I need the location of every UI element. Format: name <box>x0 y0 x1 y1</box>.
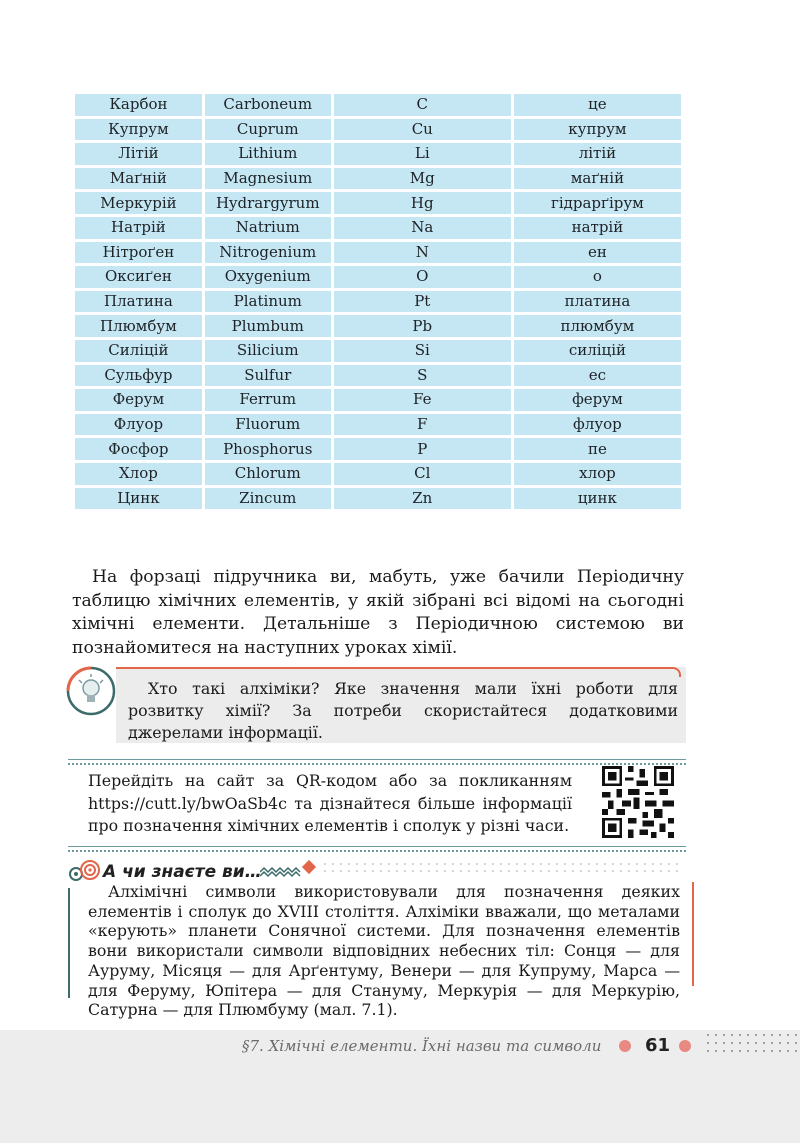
table-cell: Plumbum <box>205 315 331 337</box>
table-cell: Sulfur <box>205 365 331 387</box>
table-cell: Carboneum <box>205 94 331 116</box>
table-cell: Сульфур <box>75 365 202 387</box>
page-dot-left <box>619 1040 631 1052</box>
table-cell: Натрій <box>75 217 202 239</box>
table-cell: N <box>334 242 511 264</box>
table-cell: Купрум <box>75 119 202 141</box>
table-row <box>75 119 681 141</box>
table-cell: маґній <box>514 168 681 190</box>
table-cell: Фосфор <box>75 438 202 460</box>
did-you-know-text: Алхімічні символи використовували для позначення деяких елементів і сполук до XVIII століття. Алхіміки вважали, що металами «керують» планети Сонячної системи. Для позначення елементів вони використали символи відповідних небесних тіл: Сонця — для Ауруму, Місяця — для Арґентуму, Венери — для Купруму, Марса — для Феруму, Юпітера — для Стануму, Меркурія — для Меркурію, Сатурна — для Плюмбуму (мал. 7.1). <box>88 882 680 1020</box>
table-cell: P <box>334 438 511 460</box>
table-cell: O <box>334 266 511 288</box>
divider-top <box>68 759 686 760</box>
divider-bottom <box>68 846 686 847</box>
table-cell: Маґній <box>75 168 202 190</box>
question-text: Хто такі алхіміки? Яке значення мали їхні роботи для розвитку хімії? За потреби скористайтеся додатковими джерелами інформації. <box>128 679 678 742</box>
table-cell: Li <box>334 143 511 165</box>
table-cell: S <box>334 365 511 387</box>
table-row <box>75 217 681 239</box>
table-cell: Fluorum <box>205 414 331 436</box>
table-cell: Cl <box>334 463 511 485</box>
table-row <box>75 488 681 510</box>
table-cell: Цинк <box>75 488 202 510</box>
table-cell: силіцій <box>514 340 681 362</box>
table-row <box>75 266 681 288</box>
table-cell: Ферум <box>75 389 202 411</box>
table-row <box>75 389 681 411</box>
footer-section-title: §7. Хімічні елементи. Їхні назви та символи <box>242 1037 602 1055</box>
table-cell: платина <box>514 291 681 313</box>
table-cell: літій <box>514 143 681 165</box>
table-cell: Hydrargyrum <box>205 192 331 214</box>
table-cell: ен <box>514 242 681 264</box>
page-number: 61 <box>645 1035 671 1056</box>
table-cell: Cu <box>334 119 511 141</box>
table-cell: ес <box>514 365 681 387</box>
table-cell: плюмбум <box>514 315 681 337</box>
page-dot-right <box>679 1040 691 1052</box>
table-cell: Плюмбум <box>75 315 202 337</box>
dots-decoration <box>322 860 682 876</box>
table-cell: Chlorum <box>205 463 331 485</box>
table-row <box>75 192 681 214</box>
table-cell: це <box>514 94 681 116</box>
table-cell: Zincum <box>205 488 331 510</box>
table-row <box>75 463 681 485</box>
table-row <box>75 242 681 264</box>
body-paragraph: На форзаці підручника ви, мабуть, уже бачили Періодичну таблицю хімічних елементів, у якій зібрані всі відомі на сьогодні хімічні елементи. Детальніше з Періодичною системою ви познайомитеся на наступних уроках хімії. <box>72 567 684 658</box>
table-cell: Magnesium <box>205 168 331 190</box>
table-row <box>75 94 681 116</box>
elements-table <box>72 91 684 512</box>
table-cell: Карбон <box>75 94 202 116</box>
table-cell: Оксиґен <box>75 266 202 288</box>
table-cell: Zn <box>334 488 511 510</box>
table-cell: Флуор <box>75 414 202 436</box>
table-cell: Cuprum <box>205 119 331 141</box>
table-cell: C <box>334 94 511 116</box>
table-cell: Hg <box>334 192 511 214</box>
table-cell: Na <box>334 217 511 239</box>
table-cell: Силіцій <box>75 340 202 362</box>
table-cell: ферум <box>514 389 681 411</box>
table-cell: купрум <box>514 119 681 141</box>
table-cell: Pb <box>334 315 511 337</box>
table-row <box>75 365 681 387</box>
table-cell: Lithium <box>205 143 331 165</box>
did-you-know-box <box>68 882 694 1020</box>
table-cell: Нітроґен <box>75 242 202 264</box>
table-cell: Silicium <box>205 340 331 362</box>
table-cell: цинк <box>514 488 681 510</box>
table-cell: Natrium <box>205 217 331 239</box>
divider-bottom-dotted <box>68 850 686 852</box>
question-box <box>116 667 686 743</box>
table-cell: пе <box>514 438 681 460</box>
footer-dots-decoration <box>705 1031 800 1055</box>
table-row <box>75 168 681 190</box>
target-icon <box>68 860 100 882</box>
table-cell: Ferrum <box>205 389 331 411</box>
table-row <box>75 438 681 460</box>
table-row <box>75 291 681 313</box>
table-cell: Phosphorus <box>205 438 331 460</box>
table-cell: Літій <box>75 143 202 165</box>
table-cell: Platinum <box>205 291 331 313</box>
qr-description: Перейдіть на сайт за QR-кодом або за покликанням https://cutt.ly/bwOaSb4c та дізнайтеся більше інформації про позначення хімічних елементів і сполук у різні часи. <box>88 771 572 835</box>
table-cell: хлор <box>514 463 681 485</box>
table-row <box>75 143 681 165</box>
table-cell: Меркурій <box>75 192 202 214</box>
table-cell: флуор <box>514 414 681 436</box>
table-row <box>75 315 681 337</box>
table-cell: гідрарґірум <box>514 192 681 214</box>
table-cell: F <box>334 414 511 436</box>
table-row <box>75 340 681 362</box>
lightbulb-icon <box>66 666 116 716</box>
table-cell: Pt <box>334 291 511 313</box>
table-cell: Fe <box>334 389 511 411</box>
qr-code-icon[interactable] <box>600 766 676 838</box>
table-cell: Хлор <box>75 463 202 485</box>
table-row <box>75 414 681 436</box>
did-you-know-title: А чи знаєте ви… <box>103 862 262 882</box>
table-cell: Mg <box>334 168 511 190</box>
table-cell: Oxygenium <box>205 266 331 288</box>
table-cell: Nitrogenium <box>205 242 331 264</box>
wave-decoration-icon <box>260 858 320 880</box>
table-cell: Si <box>334 340 511 362</box>
table-cell: Платина <box>75 291 202 313</box>
divider-top-dotted <box>68 763 686 765</box>
table-cell: о <box>514 266 681 288</box>
table-cell: натрій <box>514 217 681 239</box>
